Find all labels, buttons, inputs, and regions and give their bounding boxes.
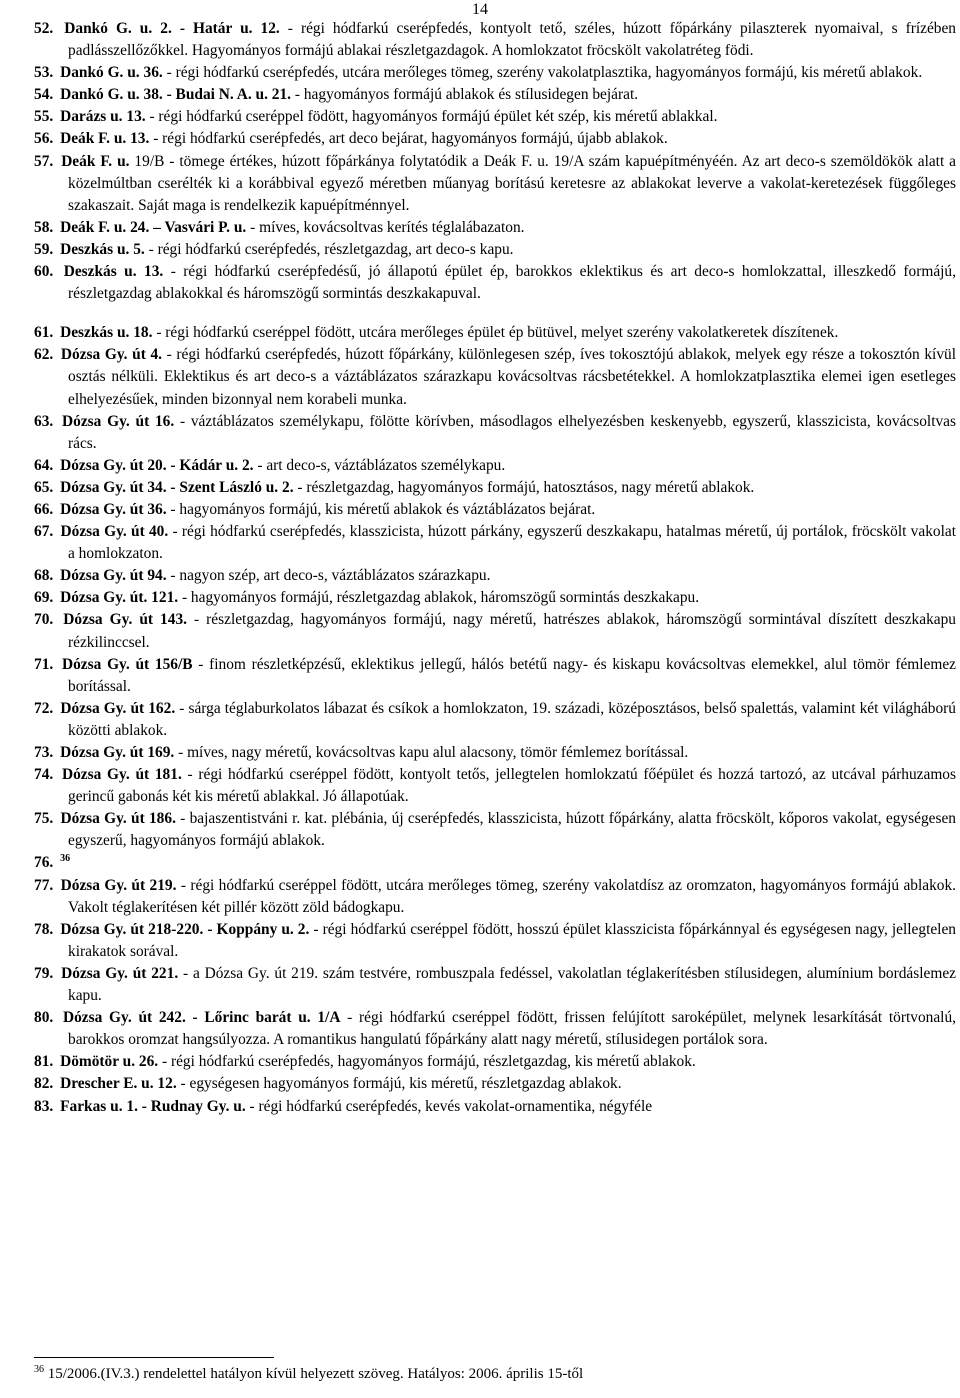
footnote-reference: 36	[60, 853, 71, 865]
entry-number: 57.	[34, 152, 54, 170]
entry-number: 83.	[34, 1097, 54, 1115]
entry-description: - régi hódfarkú cseréppel födött, utcára merőleges tömeg, szerény vakolatdísz az oromzaton, hagyományos formájú ablakok. Vakolt téglakerítésen két pillér között zöld bádogkapu.	[68, 876, 957, 916]
entry-address: Deák F. u. 24. – Vasvári P. u.	[60, 218, 247, 236]
entry-number: 69.	[34, 589, 54, 607]
list-item	[34, 62, 956, 84]
entry-address: Deák F. u.	[61, 152, 130, 170]
entry-description: - régi hódfarkú cseréppel födött, kontyolt tetős, jellegtelen homlokzatú főépület és hozzá tartozó, az utcával párhuzamos gerincű gabonás két kis méretű ablakkal. Jó állapotúak.	[68, 766, 956, 806]
entry-description: - váztáblázatos személykapu, fölötte körívben, másodlagos elhelyezésben keskenyebb, egyszerű, klasszicista, kovácsoltvas rács.	[68, 412, 956, 452]
entry-number: 66.	[34, 500, 54, 518]
entry-number: 65.	[34, 478, 54, 496]
list-item	[34, 455, 956, 477]
entry-number: 62.	[34, 346, 54, 364]
entry-address: Dózsa Gy. út 186.	[60, 810, 176, 828]
entry-number: 54.	[34, 86, 54, 104]
entry-number: 76.	[34, 854, 54, 872]
entry-number: 53.	[34, 64, 54, 82]
entry-number: 79.	[34, 964, 54, 982]
list-item	[34, 477, 956, 499]
entry-number: 52.	[34, 20, 54, 37]
entry-number: 77.	[34, 876, 54, 894]
list-item	[34, 852, 956, 874]
list-item	[34, 151, 956, 217]
entry-number: 78.	[34, 920, 54, 938]
entry-description: - míves, kovácsoltvas kerítés téglalábazaton.	[246, 218, 525, 236]
entry-address: Dózsa Gy. út 218-220. - Koppány u. 2.	[60, 920, 310, 938]
entry-list	[34, 18, 956, 1118]
entry-description: - régi hódfarkú cserépfedés, kevés vakolat-ornamentika, négyféle	[245, 1097, 653, 1115]
entry-address: Dózsa Gy. út 16.	[62, 412, 175, 430]
entry-description: - régi hódfarkú cseréppel födött, hagyományos formájú épület két szép, kis méretű ablakkal.	[145, 108, 718, 126]
list-item	[34, 1007, 956, 1051]
list-item	[34, 808, 956, 852]
entry-number: 56.	[34, 130, 54, 148]
entry-number: 81.	[34, 1053, 54, 1071]
entry-description: - hagyományos formájú, részletgazdag ablakok, háromszögű sormintás deszkakapu.	[178, 589, 700, 607]
entry-number: 60.	[34, 263, 54, 281]
list-item	[34, 875, 956, 919]
list-item	[34, 106, 956, 128]
entry-address: Deszkás u. 18.	[60, 324, 153, 342]
list-item	[34, 217, 956, 239]
entry-address: Dózsa Gy. út 169.	[60, 744, 175, 761]
entry-description: - régi hódfarkú cseréppel födött, frissen felújított saroképület, melynek lesarkítását törtvonalú, barokkos oromzat hangsúlyozza. A romantikus hangulatú főpárkány alatt nagy méretű, stílusidegen portálok sora.	[68, 1009, 956, 1049]
entry-description: - régi hódfarkú cserépfedés, art deco bejárat, hagyományos formájú, újabb ablakok.	[149, 130, 668, 148]
entry-description: - bajaszentistváni r. kat. plébánia, új cserépfedés, klasszicista, húzott főpárkány, alatta fröcskölt, kőporos vakolat, egységesen egyszerű, hagyományos formájú ablakok.	[68, 810, 956, 850]
list-item	[34, 698, 956, 742]
entry-address: Dózsa Gy. út 143.	[63, 611, 187, 629]
entry-number: 55.	[34, 108, 54, 126]
entry-description: - finom részletképzésű, eklektikus jellegű, hálós betétű nagy- és kiskapu kovácsoltvas elemekkel, alul tömör fémlemez borítással.	[68, 655, 956, 695]
page-number: 14	[472, 1, 488, 18]
entry-description: - míves, nagy méretű, kovácsoltvas kapu alul alacsony, tömör fémlemez borítással.	[174, 744, 689, 761]
entry-number: 72.	[34, 699, 54, 717]
entry-description: - régi hódfarkú cserépfedés, utcára merőleges tömeg, szerény vakolatplasztika, hagyományos formájú, kis méretű ablakok.	[162, 64, 923, 82]
entry-description: - sárga téglaburkolatos lábazat és csíkok a homlokzaton, 19. századi, középosztásos, belső spalettás, valamint két világháború közötti ablakok.	[68, 699, 956, 739]
entry-address: Drescher E. u. 12.	[60, 1075, 177, 1093]
entry-number: 59.	[34, 240, 54, 258]
entry-description: - régi hódfarkú cseréppel födött, utcára merőleges épület ép bütüvel, melyet szerény vakolatkeretek díszítenek.	[152, 324, 839, 342]
entry-description: - régi hódfarkú cserépfedés, részletgazdag, art deco-s kapu.	[144, 240, 514, 258]
entry-address: Dömötör u. 26.	[60, 1053, 159, 1071]
entry-description: - art deco-s, váztáblázatos személykapu.	[253, 456, 506, 474]
list-item	[34, 1073, 956, 1095]
entry-address: Dankó G. u. 36.	[60, 64, 163, 82]
list-item	[34, 1096, 956, 1118]
entry-address: Dózsa Gy. út 219.	[60, 876, 177, 894]
list-item	[34, 239, 956, 261]
entry-description: - hagyományos formájú, kis méretű ablakok és váztáblázatos bejárat.	[166, 500, 596, 518]
entry-description: - régi hódfarkú cserépfedés, hagyományos formájú, részletgazdag, kis méretű ablakok.	[158, 1053, 696, 1071]
entry-number: 67.	[34, 523, 54, 541]
list-item	[34, 18, 956, 62]
list-item	[34, 1051, 956, 1073]
entry-number: 58.	[34, 218, 54, 236]
list-item	[34, 84, 956, 106]
entry-number: 71.	[34, 655, 54, 673]
entry-description: - egységesen hagyományos formájú, kis méretű, részletgazdag ablakok.	[176, 1075, 622, 1093]
list-item	[34, 411, 956, 455]
entry-address: Dózsa Gy. út 242. - Lőrinc barát u. 1/A	[62, 1009, 341, 1027]
entry-address: Deák F. u. 13.	[60, 130, 150, 148]
entry-address: Dózsa Gy. út 94.	[60, 567, 167, 585]
list-item	[34, 521, 956, 565]
list-item	[34, 764, 956, 808]
entry-description: - régi hódfarkú cserépfedés, kontyolt tető, széles, húzott főpárkány pilaszterek nyomaival, s frízében padlásszellőzőkkel. Hagyományos formájú ablakai részletgazdagok. A homlokzatot fröcskölt vakolatréteg födi.	[68, 20, 956, 60]
entry-address: Dózsa Gy. út 20. - Kádár u. 2.	[60, 456, 254, 474]
entry-description: - nagyon szép, art deco-s, váztáblázatos szárazkapu.	[166, 567, 491, 585]
entry-address: Deszkás u. 5.	[60, 240, 145, 258]
entry-address: Darázs u. 13.	[60, 108, 146, 126]
entry-number: 63.	[34, 412, 54, 430]
entry-number: 73.	[34, 744, 54, 761]
footnote	[34, 1363, 934, 1385]
list-item	[34, 742, 956, 764]
entry-address: Dózsa Gy. út. 121.	[60, 589, 179, 607]
entry-number: 75.	[34, 810, 54, 828]
entry-number: 80.	[34, 1009, 54, 1027]
entry-address: Dózsa Gy. út 40.	[60, 523, 169, 541]
entry-number: 64.	[34, 456, 54, 474]
entry-description: - hagyományos formájú ablakok és stílusidegen bejárat.	[291, 86, 639, 104]
footnote-text: 15/2006.(IV.3.) rendelettel hatályon kívül helyezett szöveg. Hatályos: 2006. április 15-től	[47, 1366, 584, 1382]
list-item	[34, 565, 956, 587]
list-item	[34, 963, 956, 1007]
list-item	[34, 609, 956, 653]
list-item	[34, 919, 956, 963]
list-item	[34, 261, 956, 305]
entry-address: Farkas u. 1. - Rudnay Gy. u.	[60, 1097, 246, 1115]
entry-address: Dózsa Gy. út 34. - Szent László u. 2.	[60, 478, 294, 496]
entry-number: 61.	[34, 324, 54, 342]
list-item	[34, 344, 956, 410]
entry-description: - részletgazdag, hagyományos formájú, nagy méretű, hatrészes ablakok, háromszögű sormintával díszített deszkakapu rézkilinccsel.	[68, 611, 956, 651]
list-item	[34, 499, 956, 521]
entry-description: - régi hódfarkú cserépfedésű, jó állapotú épület ép, barokkos eklektikus és art deco-s homlokzattal, illeszkedő formájú, részletgazdag ablakokkal és háromszögű sormintás deszkakapuval.	[68, 263, 956, 303]
entry-address: Dózsa Gy. út 221.	[61, 964, 179, 982]
entry-address: Dózsa Gy. út 162.	[60, 699, 176, 717]
entry-description: - régi hódfarkú cserépfedés, húzott főpárkány, különlegesen szép, íves tokosztójú ablakok, melyek egy része a tokosztón kívül osztás nélküli. Eklektikus és art deco-s a váztáblázatos szárazkapu kovácsoltvas rácsbetétekkel. A homlokzatplasztika elemei igen esetleges elhelyezésűek, minden bizonnyal nem korabeli munka.	[68, 346, 956, 408]
entry-description: - régi hódfarkú cseréppel födött, hosszú épület klasszicista főpárkánnyal és egységesen nagy, jellegtelen kirakatok sorával.	[68, 920, 956, 960]
entry-description: - régi hódfarkú cserépfedés, klasszicista, húzott párkány, egyszerű deszkakapu, hatalmas méretű, új portálok, fröcskölt vakolat a homlokzaton.	[68, 523, 956, 563]
entry-address: Deszkás u. 13.	[63, 263, 164, 281]
entry-description: - részletgazdag, hagyományos formájú, hatosztásos, nagy méretű ablakok.	[293, 478, 755, 496]
list-item	[34, 587, 956, 609]
entry-address: Dózsa Gy. út 4.	[60, 346, 162, 364]
entry-address: Dankó G. u. 2. - Határ u. 12.	[64, 20, 280, 37]
list-item	[34, 322, 956, 344]
entry-address: Dózsa Gy. út 36.	[60, 500, 167, 518]
entry-address: Dankó G. u. 38. - Budai N. A. u. 21.	[60, 86, 292, 104]
entry-number: 74.	[34, 766, 54, 784]
list-item	[34, 128, 956, 150]
entry-number: 82.	[34, 1075, 54, 1093]
entry-number: 70.	[34, 611, 54, 629]
footnote-divider	[34, 1357, 274, 1358]
entry-address: Dózsa Gy. út 181.	[61, 766, 182, 784]
entry-description: 19/B - tömege értékes, húzott főpárkánya folytatódik a Deák F. u. 19/A szám kapuépítményéén. Az art deco-s szemöldökök alatt a közelmúltban cserélték ki a korábbival egyező méretben műanyag borítású keretesre az ablakokat leverve a vakolat-keretezések függőleges szakaszait. Saját maga is rendelkezik kapuépítménnyel.	[68, 152, 956, 214]
entry-description: - a Dózsa Gy. út 219. szám testvére, rombuszpala fedéssel, vakolatlan téglakerítésben stílusidegen, alumínium bordáslemez kapu.	[68, 964, 956, 1005]
entry-number: 68.	[34, 567, 54, 585]
entry-address: Dózsa Gy. út 156/B	[62, 655, 193, 673]
list-item	[34, 654, 956, 698]
footnote-marker: 36	[34, 1364, 44, 1375]
